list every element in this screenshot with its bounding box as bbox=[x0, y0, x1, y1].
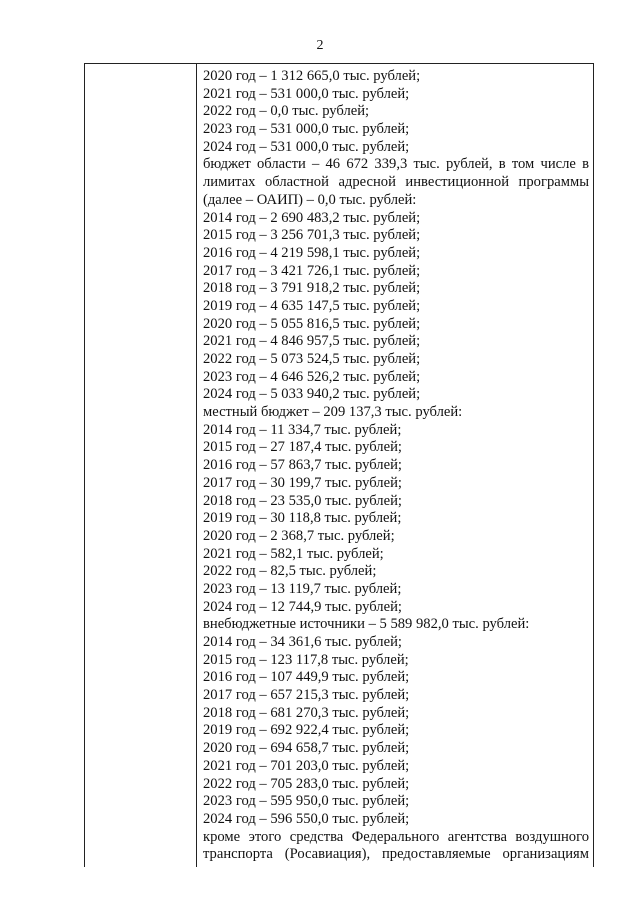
text-line: 2020 год – 5 055 816,5 тыс. рублей; bbox=[203, 315, 421, 332]
text-line: 2023 год – 4 646 526,2 тыс. рублей; bbox=[203, 368, 421, 385]
text-line: 2021 год – 4 846 957,5 тыс. рублей; bbox=[203, 333, 421, 350]
text-line: 2018 год – 3 791 918,2 тыс. рублей; bbox=[203, 280, 421, 297]
document-table bbox=[84, 63, 594, 867]
text-line: 2024 год – 531 000,0 тыс. рублей; bbox=[203, 138, 410, 155]
text-line: 2017 год – 30 199,7 тыс. рублей; bbox=[203, 474, 402, 491]
text-line: 2022 год – 82,5 тыс. рублей; bbox=[203, 563, 377, 580]
text-line: 2022 год – 705 283,0 тыс. рублей; bbox=[203, 775, 410, 792]
text-line: (далее – ОАИП) – 0,0 тыс. рублей: bbox=[203, 191, 417, 208]
text-line: 2019 год – 30 118,8 тыс. рублей; bbox=[203, 510, 402, 527]
text-line: 2016 год – 57 863,7 тыс. рублей; bbox=[203, 457, 402, 474]
text-line: 2020 год – 2 368,7 тыс. рублей; bbox=[203, 527, 395, 544]
text-line: 2021 год – 531 000,0 тыс. рублей; bbox=[203, 85, 410, 102]
text-line: 2024 год – 12 744,9 тыс. рублей; bbox=[203, 598, 402, 615]
text-line: транспорта (Росавиация), предоставляемые организациям bbox=[203, 846, 589, 863]
text-line: лимитах областной адресной инвестиционной программы bbox=[203, 174, 589, 191]
text-line: 2020 год – 694 658,7 тыс. рублей; bbox=[203, 740, 410, 757]
table-right-cell bbox=[203, 68, 589, 864]
table-left-cell bbox=[85, 64, 197, 867]
text-line: 2023 год – 595 950,0 тыс. рублей; bbox=[203, 793, 410, 810]
text-line: 2014 год – 11 334,7 тыс. рублей; bbox=[203, 421, 402, 438]
text-line: кроме этого средства Федерального агентства воздушного bbox=[203, 828, 589, 845]
text-line: внебюджетные источники – 5 589 982,0 тыс. рублей: bbox=[203, 616, 530, 633]
text-line: 2024 год – 596 550,0 тыс. рублей; bbox=[203, 810, 410, 827]
text-line: 2015 год – 123 117,8 тыс. рублей; bbox=[203, 651, 409, 668]
text-line: 2022 год – 5 073 524,5 тыс. рублей; bbox=[203, 351, 421, 367]
text-line: 2017 год – 657 215,3 тыс. рублей; bbox=[203, 687, 410, 704]
text-line: 2014 год – 34 361,6 тыс. рублей; bbox=[203, 634, 402, 650]
text-line: 2016 год – 107 449,9 тыс. рублей; bbox=[203, 669, 410, 686]
text-line: 2019 год – 4 635 147,5 тыс. рублей; bbox=[203, 297, 421, 314]
text-line: 2023 год – 531 000,0 тыс. рублей; bbox=[203, 121, 410, 138]
text-line: 2021 год – 582,1 тыс. рублей; bbox=[203, 545, 384, 562]
page-number: 2 bbox=[316, 38, 324, 53]
text-line: 2024 год – 5 033 940,2 тыс. рублей; bbox=[203, 386, 421, 403]
text-line: 2018 год – 681 270,3 тыс. рублей; bbox=[203, 704, 410, 721]
text-line: 2019 год – 692 922,4 тыс. рублей; bbox=[203, 722, 410, 739]
text-line: 2020 год – 1 312 665,0 тыс. рублей; bbox=[203, 68, 421, 84]
text-line: 2014 год – 2 690 483,2 тыс. рублей; bbox=[203, 209, 421, 226]
text-line: 2015 год – 27 187,4 тыс. рублей; bbox=[203, 439, 402, 456]
text-line: местный бюджет – 209 137,3 тыс. рублей: bbox=[203, 404, 463, 421]
text-line: 2023 год – 13 119,7 тыс. рублей; bbox=[203, 580, 402, 597]
text-line: 2016 год – 4 219 598,1 тыс. рублей; bbox=[203, 244, 421, 261]
text-line: 2018 год – 23 535,0 тыс. рублей; bbox=[203, 492, 402, 509]
text-line: бюджет области – 46 672 339,3 тыс. рублей, в том числе в bbox=[203, 156, 589, 173]
text-line: 2022 год – 0,0 тыс. рублей; bbox=[203, 103, 370, 120]
text-line: 2017 год – 3 421 726,1 тыс. рублей; bbox=[203, 262, 421, 279]
text-line: 2015 год – 3 256 701,3 тыс. рублей; bbox=[203, 227, 421, 244]
text-line: 2021 год – 701 203,0 тыс. рублей; bbox=[203, 757, 410, 774]
